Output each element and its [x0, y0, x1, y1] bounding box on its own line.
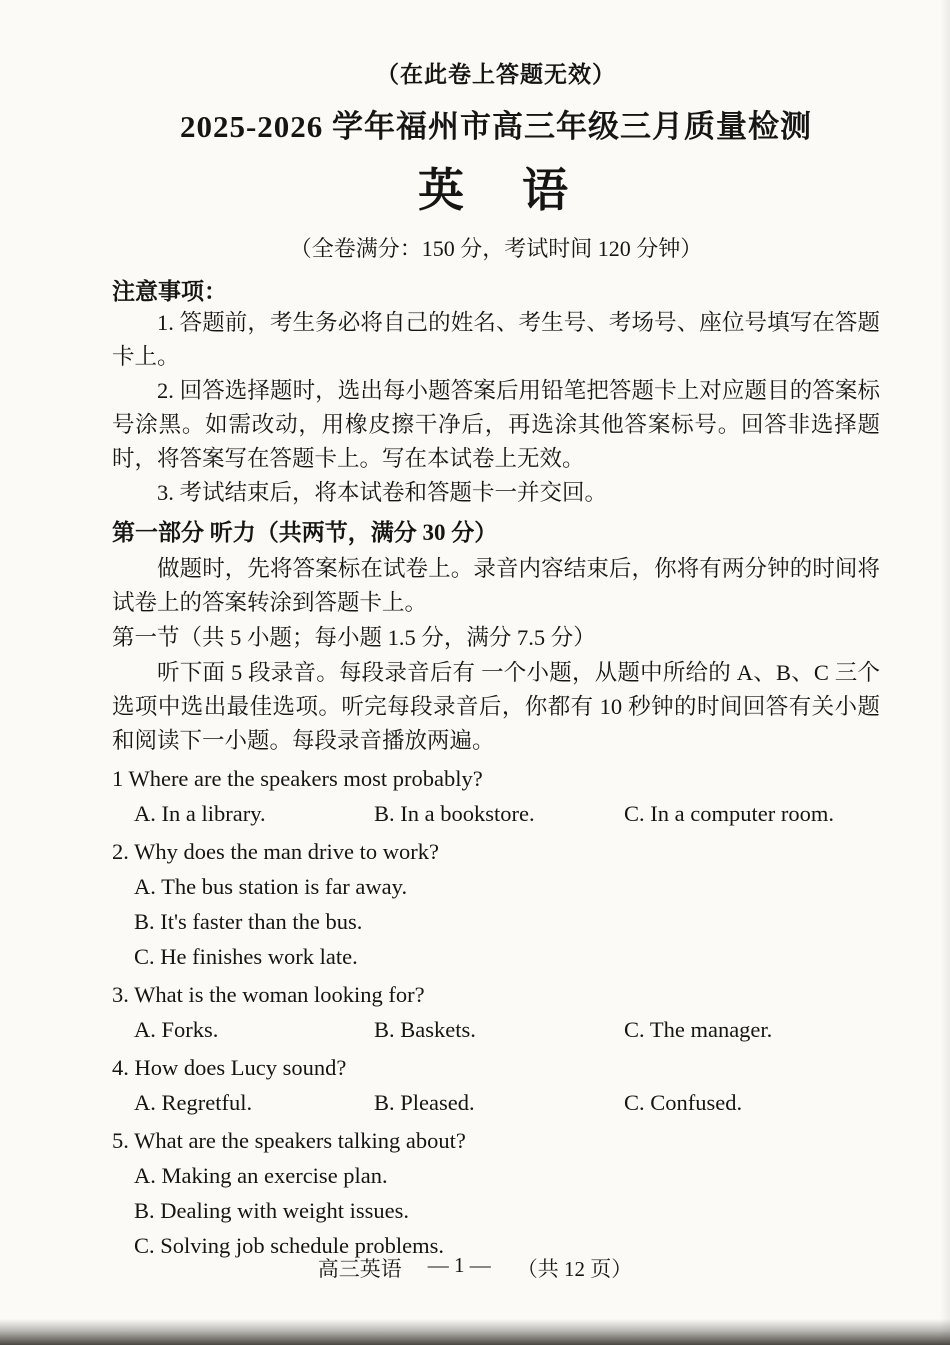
question-2 — [112, 834, 880, 974]
invalid-answer-notice: （在此卷上答题无效） — [376, 62, 616, 87]
question-1-option-a: A. In a library. — [134, 801, 266, 826]
question-4-option-c: C. Confused. — [624, 1090, 743, 1115]
section1-heading: 第一节（共 5 小题；每小题 1.5 分，满分 7.5 分） — [112, 625, 596, 650]
question-4-options — [112, 1085, 880, 1120]
question-5-option-a: A. Making an exercise plan. — [134, 1163, 388, 1188]
question-5-option-b: B. Dealing with weight issues. — [134, 1198, 409, 1223]
note-item-2: 2. 回答选择题时，选出每小题答案后用铅笔把答题卡上对应题目的答案标号涂黑。如需改动，用橡皮擦干净后，再选涂其他答案标号。回答非选择题时，将答案写在答题卡上。写在本试卷上无效。 — [112, 378, 880, 471]
subject-title: 英 语 — [418, 165, 574, 216]
question-5-text: 5. What are the speakers talking about? — [112, 1128, 466, 1153]
question-3-option-b: B. Baskets. — [374, 1017, 476, 1042]
question-5 — [112, 1123, 880, 1263]
question-3-options — [112, 1012, 880, 1047]
scan-bottom-shadow — [0, 1319, 950, 1345]
scan-right-shade — [940, 0, 950, 1345]
question-3 — [112, 977, 880, 1047]
question-1-options — [112, 796, 880, 831]
page-footer — [0, 1253, 950, 1283]
part1-intro: 做题时，先将答案标在试卷上。录音内容结束后，你将有两分钟的时间将试卷上的答案转涂到答题卡上。 — [112, 556, 880, 615]
question-3-option-a: A. Forks. — [134, 1017, 219, 1042]
note-item-3: 3. 考试结束后，将本试卷和答题卡一并交回。 — [157, 480, 608, 505]
question-1-option-c: C. In a computer room. — [624, 801, 834, 826]
question-1-option-b: B. In a bookstore. — [374, 801, 535, 826]
question-2-option-a: A. The bus station is far away. — [134, 874, 408, 899]
exam-info: （全卷满分：150 分，考试时间 120 分钟） — [289, 236, 703, 261]
section1-intro: 听下面 5 段录音。每段录音后有 一个小题，从题中所给的 A、B、C 三个选项中选出最佳选项。听完每段录音后，你都有 10 秒钟的时间回答有关小题和阅读下一小题。每段录音播放两遍。 — [112, 660, 880, 753]
question-2-option-b: B. It's faster than the bus. — [134, 909, 363, 934]
question-4-text: 4. How does Lucy sound? — [112, 1055, 347, 1080]
question-2-text: 2. Why does the man drive to work? — [112, 839, 440, 864]
note-item-1: 1. 答题前，考生务必将自己的姓名、考生号、考场号、座位号填写在答题卡上。 — [112, 310, 880, 369]
question-4-option-b: B. Pleased. — [374, 1090, 475, 1115]
exam-title: 2025-2026 学年福州市高三年级三月质量检测 — [179, 109, 813, 144]
question-1-text: 1 Where are the speakers most probably? — [112, 766, 483, 791]
question-3-option-c: C. The manager. — [624, 1017, 773, 1042]
notes-heading: 注意事项： — [112, 279, 227, 304]
question-3-text: 3. What is the woman looking for? — [112, 982, 425, 1007]
part1-heading: 第一部分 听力（共两节，满分 30 分） — [112, 520, 498, 545]
footer-subject: 高三英语 — [317, 1257, 402, 1281]
footer-page-number: — 1 — — [427, 1253, 491, 1277]
question-2-option-c: C. He finishes work late. — [134, 944, 358, 969]
question-1 — [112, 761, 880, 831]
footer-total-pages: （共 12 页） — [516, 1257, 633, 1281]
question-4-option-a: A. Regretful. — [134, 1090, 253, 1115]
question-5-option-c: C. Solving job schedule problems. — [134, 1233, 444, 1258]
question-4 — [112, 1050, 880, 1120]
